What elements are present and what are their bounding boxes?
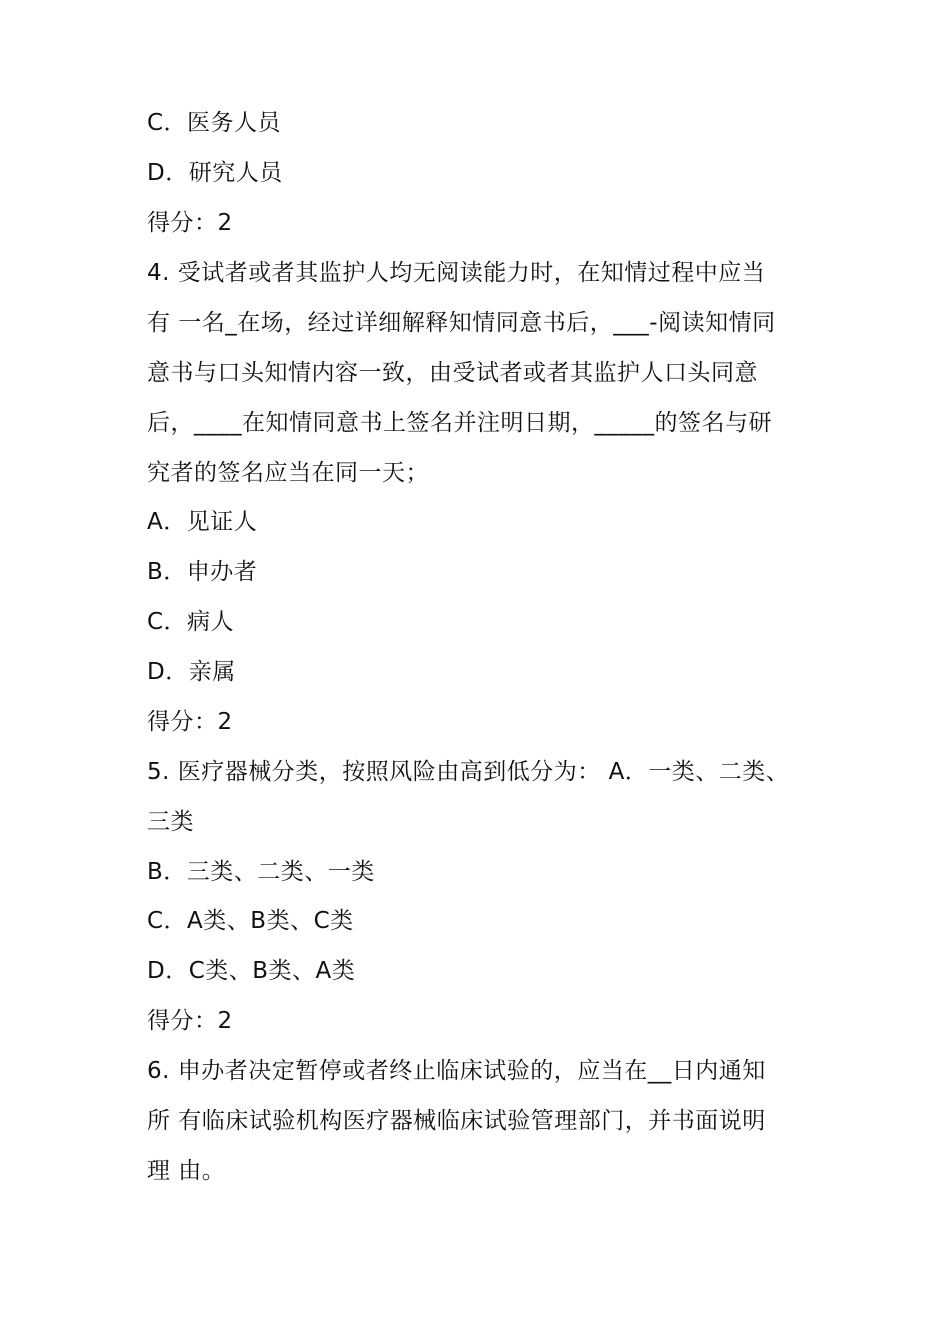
q5-option-d: D．C类、B类、A类 <box>147 958 356 984</box>
q3-score: 得分：2 <box>147 210 233 236</box>
q5-text-line: 三类 <box>147 809 194 835</box>
q4-option-c: C．病人 <box>147 609 235 635</box>
q6-text-line: 所 有临床试验机构医疗器械临床试验管理部门，并书面说明 <box>147 1108 766 1134</box>
q3-option-c: C．医务人员 <box>147 110 282 136</box>
q4-option-d: D．亲属 <box>147 659 236 685</box>
q4-text-line: 意书与口头知情内容一致，由受试者或者其监护人口头同意 <box>147 360 758 386</box>
q5-option-b: B．三类、二类、一类 <box>147 859 375 885</box>
q4-text-line: 有 一名_在场，经过详细解释知情同意书后，___-阅读知情同 <box>147 310 776 336</box>
q4-text-line: 后，____在知情同意书上签名并注明日期，_____的签名与研 <box>147 410 772 436</box>
q4-option-b: B．申办者 <box>147 559 258 585</box>
q4-score: 得分：2 <box>147 709 233 735</box>
q6-text-line: 6. 申办者决定暂停或者终止临床试验的，应当在__日内通知 <box>147 1058 766 1084</box>
q4-option-a: A．见证人 <box>147 509 258 535</box>
q3-option-d: D．研究人员 <box>147 160 283 186</box>
q6-text-line: 理 由。 <box>147 1158 226 1184</box>
q5-text-line: 5. 医疗器械分类，按照风险由高到低分为： A．一类、二类、 <box>147 759 790 785</box>
q4-text-line: 4. 受试者或者其监护人均无阅读能力时，在知情过程中应当 <box>147 260 766 286</box>
q5-option-c: C．A类、B类、C类 <box>147 908 354 934</box>
q4-text-line: 究者的签名应当在同一天； <box>147 460 429 486</box>
q5-score: 得分：2 <box>147 1008 233 1034</box>
